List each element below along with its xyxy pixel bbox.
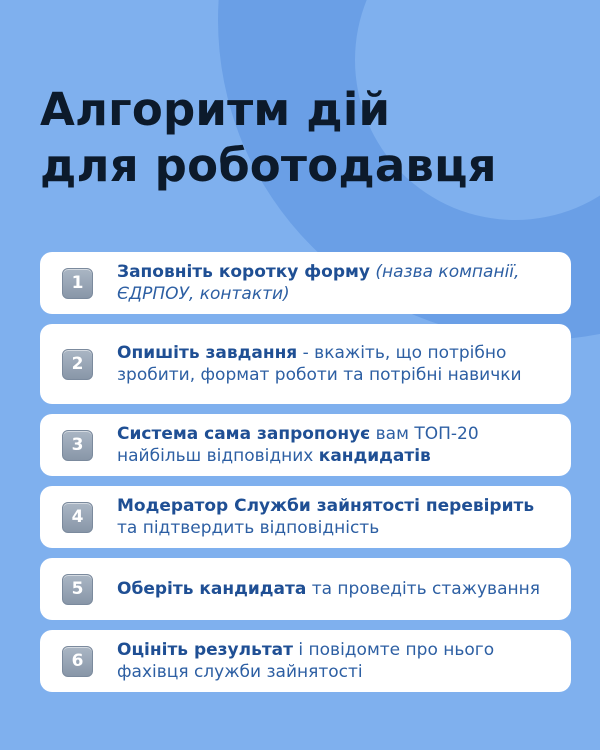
step-text-segment: та підтвердить відповідність: [117, 518, 380, 538]
step-text-segment: Оберіть кандидата: [117, 579, 307, 599]
step-text: [117, 261, 557, 305]
title-line-2: для роботодавця: [40, 139, 497, 192]
step-card-6: [40, 630, 571, 692]
step-text-segment: - вкажіть, що потрібно зробити, формат роботи та потрібні навички: [117, 343, 522, 385]
step-text-segment: і повідомте про нього фахівця служби зайнятості: [117, 640, 495, 682]
step-number-badge: 1: [62, 268, 93, 299]
step-text-segment: (назва компанії, ЄДРПОУ, контакти): [117, 262, 520, 304]
step-number-badge: 2: [62, 349, 93, 380]
step-card-3: [40, 414, 571, 476]
step-card-5: [40, 558, 571, 620]
step-text: [117, 342, 557, 386]
step-number-badge: 6: [62, 646, 93, 677]
step-text-segment: та проведіть стажування: [306, 579, 540, 599]
step-text: [117, 423, 557, 467]
step-text: [117, 639, 557, 683]
step-text: [117, 578, 540, 600]
title-line-1: Алгоритм дій: [40, 83, 391, 136]
step-text-segment: Опишіть завдання: [117, 343, 298, 363]
step-text-segment: Заповніть коротку форму: [117, 262, 370, 282]
step-text: [117, 495, 557, 539]
step-number-badge: 4: [62, 502, 93, 533]
step-card-4: [40, 486, 571, 548]
steps-list: [40, 252, 571, 702]
step-text-segment: Модератор Служби зайнятості перевірить: [117, 496, 535, 516]
step-number-badge: 5: [62, 574, 93, 605]
step-card-1: [40, 252, 571, 314]
step-text-segment: Оцініть результат: [117, 640, 294, 660]
step-text-segment: Система сама запропонує: [117, 424, 371, 444]
step-number-badge: 3: [62, 430, 93, 461]
step-card-2: [40, 324, 571, 404]
step-text-segment: кандидатів: [318, 446, 431, 466]
page-title: [40, 82, 497, 194]
step-text-segment: вам ТОП-20 найбільш відповідних: [117, 424, 479, 466]
